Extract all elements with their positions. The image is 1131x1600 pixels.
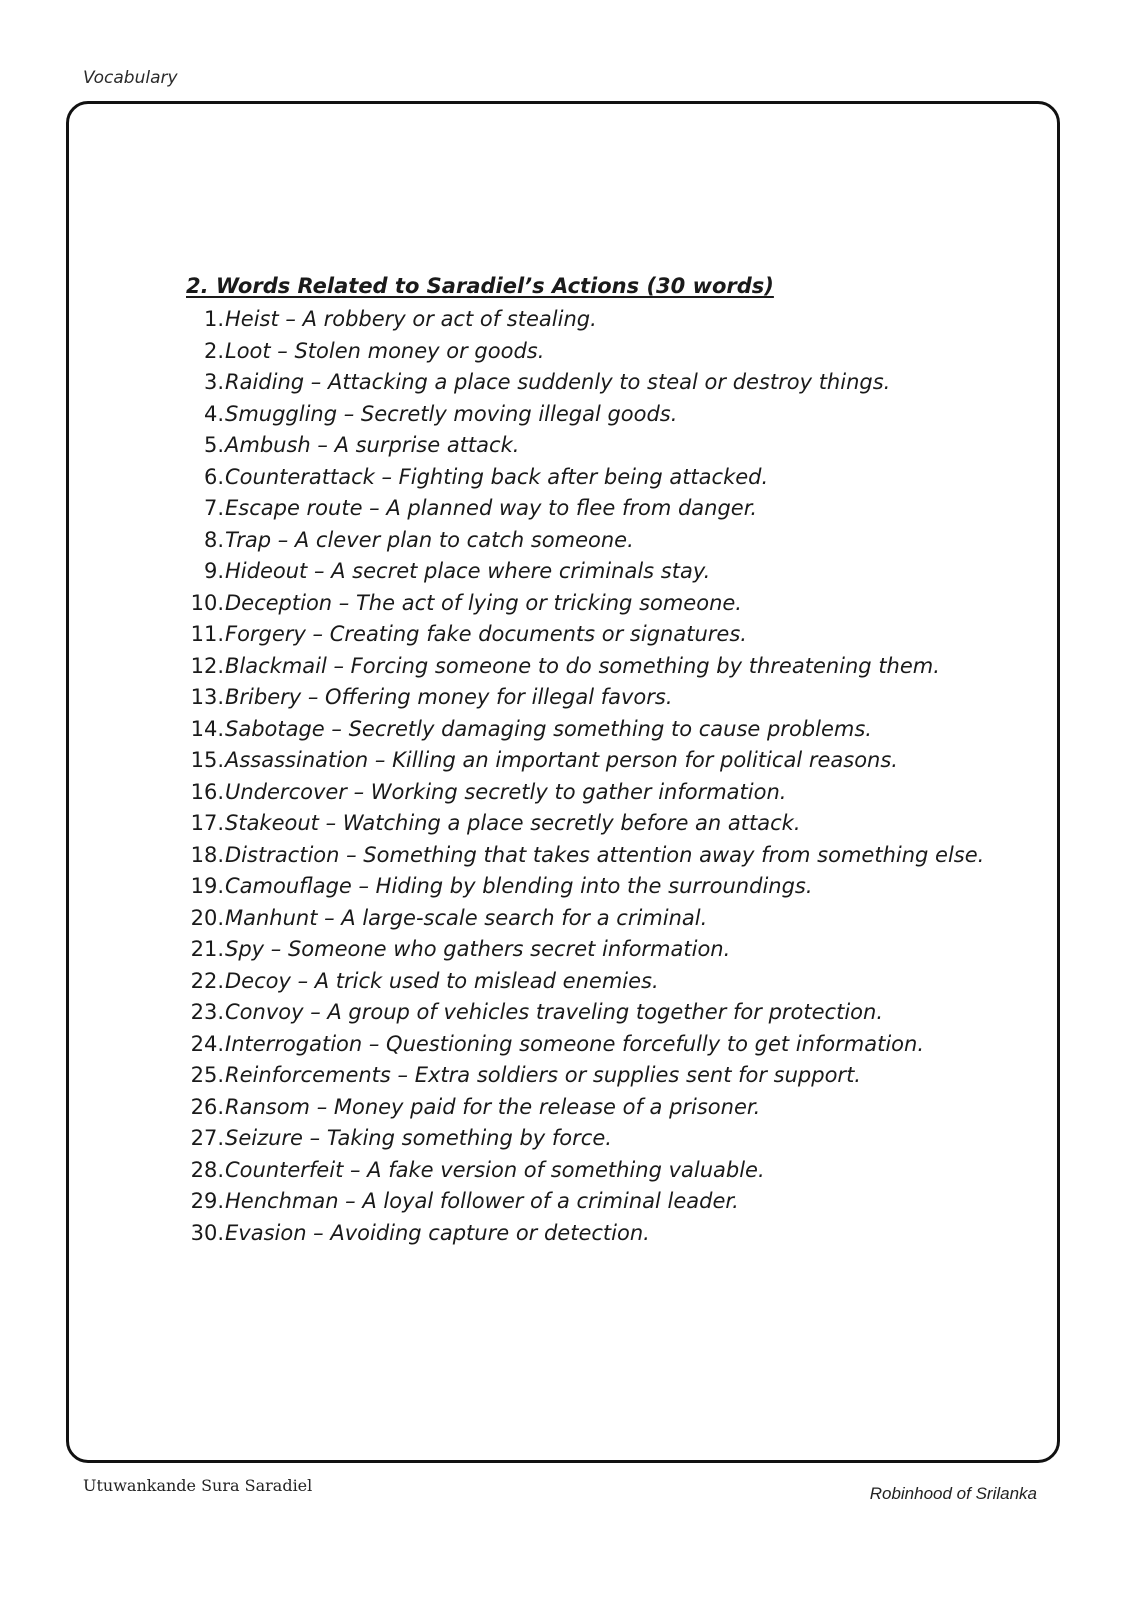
list-item (186, 966, 1006, 998)
list-item-definition: Smuggling – Secretly moving illegal goods. (225, 401, 678, 426)
list-item-definition: Henchman – A loyal follower of a criminal leader. (225, 1189, 739, 1213)
section-title: 2. Words Related to Saradiel’s Actions (30 words) (186, 274, 774, 298)
list-item (186, 304, 1006, 336)
list-item-definition: Forgery – Creating fake documents or signatures. (225, 622, 747, 646)
list-item (186, 1155, 1006, 1187)
list-item-number: 28. (190, 1157, 224, 1182)
list-item-number: 20. (190, 905, 224, 930)
list-item-number: 30. (190, 1220, 224, 1245)
list-item (186, 493, 1006, 525)
list-item-number: 3. (203, 370, 224, 394)
list-item-number: 19. (190, 874, 224, 898)
page-header-label: Vocabulary (83, 68, 178, 88)
list-item (186, 588, 1006, 620)
list-item-number: 22. (190, 968, 224, 993)
list-item-definition: Evasion – Avoiding capture or detection. (225, 1220, 650, 1245)
list-item-number: 25. (190, 1063, 224, 1087)
list-item-definition: Blackmail – Forcing someone to do something by threatening them. (225, 653, 940, 678)
list-item-number: 24. (190, 1031, 224, 1056)
list-item-number: 14. (190, 716, 224, 741)
list-item-definition: Bribery – Offering money for illegal favors. (225, 685, 673, 709)
list-item-number: 13. (190, 685, 224, 709)
list-item-definition: Sabotage – Secretly damaging something to cause problems. (225, 716, 872, 741)
list-item-definition: Stakeout – Watching a place secretly before an attack. (225, 811, 801, 835)
list-item (186, 556, 1006, 588)
list-item-definition: Counterattack – Fighting back after being attacked. (225, 464, 769, 489)
list-item (186, 336, 1006, 368)
list-item (186, 1123, 1006, 1155)
list-item (186, 871, 1006, 903)
list-item-definition: Decoy – A trick used to mislead enemies. (225, 968, 659, 993)
list-item-number: 6. (203, 464, 224, 489)
list-item-definition: Heist – A robbery or act of stealing. (225, 307, 597, 331)
list-item-number: 8. (203, 527, 224, 552)
list-item-definition: Loot – Stolen money or goods. (225, 338, 545, 363)
list-item-number: 26. (190, 1094, 224, 1119)
list-item (186, 651, 1006, 683)
list-item (186, 1186, 1006, 1218)
list-item-definition: Seizure – Taking something by force. (225, 1126, 612, 1150)
list-item (186, 808, 1006, 840)
list-item-definition: Ambush – A surprise attack. (225, 433, 520, 457)
list-item (186, 430, 1006, 462)
list-item-number: 11. (190, 622, 224, 646)
list-item (186, 903, 1006, 935)
list-item (186, 777, 1006, 809)
list-item-definition: Ransom – Money paid for the release of a prisoner. (225, 1094, 761, 1119)
list-item-number: 15. (190, 748, 224, 772)
list-item (186, 745, 1006, 777)
list-item-definition: Deception – The act of lying or tricking someone. (225, 590, 742, 615)
vocabulary-section (186, 273, 1006, 1249)
vocabulary-list (186, 304, 1006, 1249)
list-item (186, 399, 1006, 431)
list-item-number: 12. (190, 653, 224, 678)
list-item (186, 997, 1006, 1029)
list-item (186, 840, 1006, 872)
list-item-number: 4. (203, 401, 224, 426)
list-item-definition: Interrogation – Questioning someone forcefully to get information. (225, 1031, 925, 1056)
list-item-number: 5. (203, 433, 224, 457)
list-item-definition: Raiding – Attacking a place suddenly to steal or destroy things. (225, 370, 891, 394)
list-item-number: 23. (190, 1000, 224, 1024)
list-item (186, 1218, 1006, 1250)
list-item-number: 10. (190, 590, 224, 615)
list-item (186, 367, 1006, 399)
list-item-number: 9. (203, 559, 224, 583)
list-item-number: 2. (203, 338, 224, 363)
list-item (186, 525, 1006, 557)
list-item-number: 18. (190, 842, 224, 867)
list-item (186, 1029, 1006, 1061)
list-item-definition: Hideout – A secret place where criminals stay. (225, 559, 711, 583)
list-item-number: 7. (203, 496, 224, 520)
list-item-definition: Spy – Someone who gathers secret information. (225, 937, 731, 961)
list-item-definition: Manhunt – A large-scale search for a criminal. (225, 905, 708, 930)
footer-left-text: Utuwankande Sura Saradiel (83, 1476, 313, 1495)
list-item-definition: Convoy – A group of vehicles traveling together for protection. (225, 1000, 884, 1024)
list-item (186, 1092, 1006, 1124)
list-item-number: 29. (190, 1189, 224, 1213)
list-item-definition: Camouflage – Hiding by blending into the surroundings. (225, 874, 813, 898)
list-item-definition: Distraction – Something that takes attention away from something else. (225, 842, 985, 867)
list-item (186, 619, 1006, 651)
list-item (186, 462, 1006, 494)
list-item-definition: Assassination – Killing an important person for political reasons. (225, 748, 898, 772)
list-item (186, 1060, 1006, 1092)
list-item-definition: Trap – A clever plan to catch someone. (225, 527, 634, 552)
list-item-definition: Escape route – A planned way to flee from danger. (225, 496, 758, 520)
list-item (186, 682, 1006, 714)
list-item-number: 1. (203, 307, 224, 331)
list-item-number: 21. (190, 937, 224, 961)
footer-right-text: Robinhood of Srilanka (869, 1484, 1037, 1503)
list-item (186, 934, 1006, 966)
list-item-number: 17. (190, 811, 224, 835)
list-item-definition: Counterfeit – A fake version of something valuable. (225, 1157, 765, 1182)
list-item (186, 714, 1006, 746)
list-item-number: 27. (190, 1126, 224, 1150)
list-item-number: 16. (190, 779, 224, 804)
list-item-definition: Undercover – Working secretly to gather information. (225, 779, 787, 804)
list-item-definition: Reinforcements – Extra soldiers or supplies sent for support. (225, 1063, 861, 1087)
